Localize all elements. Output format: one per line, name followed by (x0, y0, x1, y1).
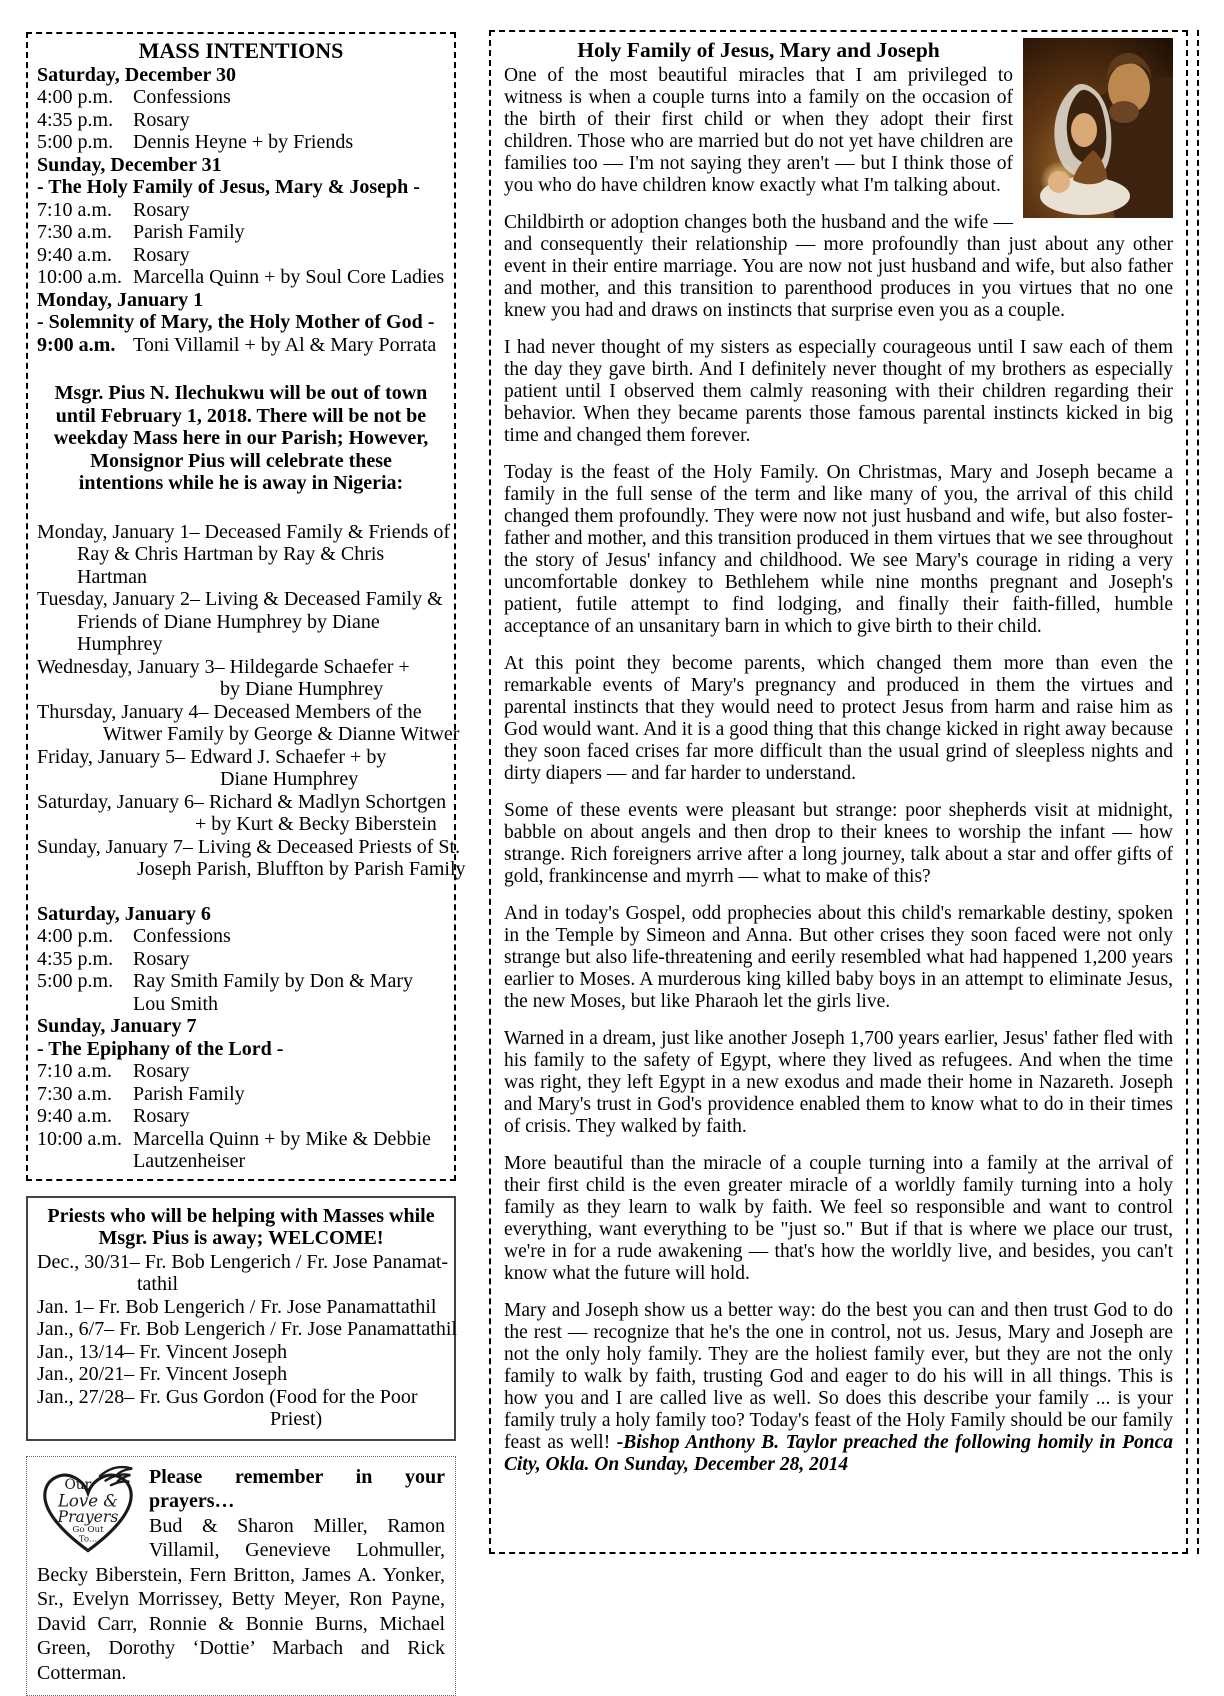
mass-intention-text: Rosary (133, 244, 445, 267)
mass-intention-text: Parish Family (133, 1083, 445, 1106)
mass-schedule-week1 (37, 64, 445, 357)
visiting-priest-line: Jan. 1– Fr. Bob Lengerich / Fr. Jose Panamattathil (37, 1296, 445, 1319)
mass-schedule-row (37, 1105, 445, 1128)
visiting-priests-title: Priests who will be helping with Masses while Msgr. Pius is away; WELCOME! (41, 1205, 441, 1250)
prayers-names: Bud & Sharon Miller, Ramon Villamil, Genevieve Lohmuller, Becky Biberstein, Fern Britton, James A. Yonker, Sr., Evelyn Morrissey, Betty Meyer, Ron Payne, David Carr, Ronnie & Bonnie Burns, Michael Green, Dorothy ‘Dottie’ Marbach and Rick Cotterman. (37, 1515, 445, 1684)
mass-intentions-box (26, 32, 456, 1181)
pastor-absence-notice: Msgr. Pius N. Ilechukwu will be out of town until February 1, 2018. There will be not be weekday Mass here in our Parish; However, Monsignor Pius will celebrate these intentions while he is away in Nigeria: (37, 382, 445, 495)
weekday-intention-line: by Diane Humphrey (220, 678, 445, 701)
visiting-priests-box (26, 1196, 456, 1441)
mass-schedule-row (37, 1128, 445, 1173)
left-column (26, 32, 456, 1696)
mass-intention-text: Rosary (133, 1060, 445, 1083)
mass-schedule-row (37, 244, 445, 267)
mass-time: 4:35 p.m. (37, 109, 133, 132)
mass-time: 4:00 p.m. (37, 925, 133, 948)
weekday-intention-line: Friends of Diane Humphrey by Diane Humphrey (77, 611, 445, 656)
mass-schedule-row (37, 221, 445, 244)
mass-time: 9:00 a.m. (37, 334, 133, 357)
mass-time: 10:00 a.m. (37, 1128, 133, 1173)
closing-text: Mary and Joseph show us a better way: do the best you can and then trust God to do the rest — recognize that he's the one in control, not us. Jesus, Mary and Joseph are not the only holy family. They are the holiest family ever, but they are not the only family to walk by faith, trusting God and eager to do his will in all things. This is how you and I are called live as well. So does this describe your family ... is your family truly a holy family too? Today's feast of the Holy Family should be our family feast as well! (504, 1300, 1173, 1453)
mass-schedule-week2 (37, 903, 445, 1173)
mass-intention-text: Rosary (133, 199, 445, 222)
feast-day-heading: - The Epiphany of the Lord - (37, 1038, 445, 1061)
mass-day-heading: Saturday, December 30 (37, 64, 445, 87)
article-paragraph: At this point they become parents, which changed them more than even the remarkable events of Mary's pregnancy and produced in them the virtues and parental instincts that they would need to protect Jesus from harm and raise him as God would want. And it is a good thing that this change kicked in right away because they soon faced crises far more difficult than the usual grind of sleepless nights and dirty diapers — and far harder to understand. (504, 653, 1173, 785)
logo-word-love: Love & (57, 1491, 118, 1510)
spacer (37, 881, 445, 903)
mary-face (1071, 113, 1097, 147)
mass-schedule-row (37, 199, 445, 222)
homily-article-box (489, 30, 1188, 1554)
visiting-priest-line: Jan., 6/7– Fr. Bob Lengerich / Fr. Jose Panamattathil (37, 1318, 445, 1341)
weekday-intention-line: Thursday, January 4– Deceased Members of the (37, 701, 445, 724)
article-closing-paragraph (504, 1300, 1173, 1476)
baby-face (1048, 171, 1070, 193)
weekday-intention-line: Friday, January 5– Edward J. Schaefer + by (37, 746, 445, 769)
weekday-intention-line: Wednesday, January 3– Hildegarde Schaefer + (37, 656, 445, 679)
weekday-intention-line: Saturday, January 6– Richard & Madlyn Schortgen (37, 791, 445, 814)
mass-day-heading: Monday, January 1 (37, 289, 445, 312)
visiting-priest-line: Priest) (270, 1408, 445, 1431)
article-paragraph: And in today's Gospel, odd prophecies about this child's remarkable destiny, spoken in the Temple by Simeon and Anna. But other crises they soon faced were not only strange but also life-threatening and eerily resembled what had happened 1,200 years earlier to Moses. A murderous king killed baby boys in an attempt to eliminate Jesus, the new Moses, but like Pharaoh let the girls live. (504, 903, 1173, 1013)
mass-day-heading: Sunday, December 31 (37, 154, 445, 177)
article-paragraph: Today is the feast of the Holy Family. On Christmas, Mary and Joseph became a family in the full sense of the term and like many of you, the arrival of this child changed them profoundly. They were now not just husband and wife, but also foster-father and mother, and this transition produced in them virtues that we see throughout the story of Jesus' infancy and childhood. We see Mary's courage in riding a very uncomfortable donkey to Bethlehem while nine months pregnant and Joseph's patient, futile attempt to find lodging, and finally their faith-filled, humble acceptance of an unsanitary barn in which to give birth to their child. (504, 462, 1173, 638)
mass-schedule-row (37, 1083, 445, 1106)
visiting-priest-line: tathil (137, 1273, 445, 1296)
visiting-priest-line: Jan., 13/14– Fr. Vincent Joseph (37, 1341, 445, 1364)
mass-time: 7:10 a.m. (37, 199, 133, 222)
mass-intention-text: Marcella Quinn + by Soul Core Ladies (133, 266, 445, 289)
mass-intention-text: Rosary (133, 109, 445, 132)
holy-family-image (1023, 38, 1173, 218)
mass-schedule-row (37, 334, 445, 357)
article-paragraph: Some of these events were pleasant but strange: poor shepherds visit at midnight, babble on about angels and then drop to their knees to worship the infant — how strange. Rich foreigners arrive after a long journey, talk about a star and offer gifts of gold, frankincense and myrrh — what to make of this? (504, 800, 1173, 888)
mass-intention-text: Confessions (133, 86, 445, 109)
mass-schedule-row (37, 86, 445, 109)
mass-day-heading: Sunday, January 7 (37, 1015, 445, 1038)
mass-time: 4:35 p.m. (37, 948, 133, 971)
visiting-priests-list (37, 1251, 445, 1431)
weekday-intentions-list (37, 521, 445, 881)
mass-intention-text: Rosary (133, 1105, 445, 1128)
joseph-beard (1109, 101, 1139, 123)
weekday-intention-line: Monday, January 1– Deceased Family & Friends of (37, 521, 445, 544)
mass-schedule-row (37, 1060, 445, 1083)
mass-intention-text: Ray Smith Family by Don & Mary Lou Smith (133, 970, 445, 1015)
article-paragraph: I had never thought of my sisters as especially courageous until I saw each of them the day they gave birth. And I definitely never thought of my brothers as especially patient until I observed them calmly reasoning with their children regarding their behavior. When they became parents those famous parental instincts kicked in big time and changed them forever. (504, 337, 1173, 447)
mass-time: 7:10 a.m. (37, 1060, 133, 1083)
weekday-intention-line: Diane Humphrey (220, 768, 445, 791)
weekday-intention-line: Sunday, January 7– Living & Deceased Priests of St. (37, 836, 445, 859)
visiting-priest-line: Jan., 27/28– Fr. Gus Gordon (Food for the Poor (37, 1386, 445, 1409)
mass-intention-text: Confessions (133, 925, 445, 948)
mass-time: 9:40 a.m. (37, 1105, 133, 1128)
article-body (504, 65, 1173, 1285)
weekday-intention-line: Ray & Chris Hartman by Ray & Chris Hartman (77, 543, 445, 588)
prayers-heading: Please remember in your prayers… (37, 1465, 445, 1514)
mass-schedule-row (37, 131, 445, 154)
mass-intention-text: Marcella Quinn + by Mike & Debbie Lautzenheiser (133, 1128, 445, 1173)
article-paragraph: One of the most beautiful miracles that I am privileged to witness is when a couple turns into a family on the occasion of the birth of their first child or when they adopt their first children. Those who are married but do not yet have children are families too — I'm not saying they aren't — but I think those of you who do have children know exactly what I'm talking about. (504, 65, 1173, 197)
weekday-intention-line: Tuesday, January 2– Living & Deceased Family & (37, 588, 445, 611)
mass-time: 4:00 p.m. (37, 86, 133, 109)
weekday-intention-line: Joseph Parish, Bluffton by Parish Family (137, 858, 445, 881)
mass-schedule-row (37, 925, 445, 948)
feast-day-heading: - Solemnity of Mary, the Holy Mother of God - (37, 311, 445, 334)
adjacent-column-border (1197, 30, 1199, 1554)
logo-word-go-out: Go Out (72, 1525, 104, 1535)
article-paragraph: Childbirth or adoption changes both the husband and the wife — and consequently their relationship — more profoundly than just about any other event in their entire marriage. You are now not just husband and wife, but also father and mother, and this transition to parenthood produces in you virtues that no one knew you had and draws on instincts that surprise even you as a couple. (504, 212, 1173, 322)
closing-attribution: -Bishop Anthony B. Taylor preached the following homily in Ponca City, Okla. On Sunday, December 28, 2014 (504, 1432, 1173, 1475)
mass-time: 10:00 a.m. (37, 266, 133, 289)
visiting-priest-line: Dec., 30/31– Fr. Bob Lengerich / Fr. Jose Panamat- (37, 1251, 445, 1274)
mass-schedule-row (37, 948, 445, 971)
article-paragraph: More beautiful than the miracle of a couple turning into a family at the arrival of their first child is the even greater miracle of a worldly family turning into a holy family as they learn to walk by faith. We feel so responsible and want to control everything, want everything to be "just so." But if that is where we place our trust, we're in for a rude awakening — that's how the worldly live, and besides, you can't know what the future will hold. (504, 1153, 1173, 1285)
mass-time: 7:30 a.m. (37, 221, 133, 244)
spacer (37, 495, 445, 521)
logo-word-our: Our (64, 1476, 91, 1492)
logo-word-prayers: Prayers (57, 1507, 119, 1526)
prayers-box (26, 1456, 456, 1696)
mass-intention-text: Toni Villamil + by Al & Mary Porrata (133, 334, 445, 357)
weekday-intention-line: + by Kurt & Becky Biberstein (195, 813, 445, 836)
mass-intentions-title: MASS INTENTIONS (37, 40, 445, 63)
mass-time: 5:00 p.m. (37, 970, 133, 1015)
mass-day-heading: Saturday, January 6 (37, 903, 445, 926)
mass-time: 7:30 a.m. (37, 1083, 133, 1106)
feast-day-heading: - The Holy Family of Jesus, Mary & Joseph - (37, 176, 445, 199)
mass-intention-text: Rosary (133, 948, 445, 971)
article-paragraph: Warned in a dream, just like another Joseph 1,700 years earlier, Jesus' father fled with his family to the safety of Egypt, where they lived as refugees. And when the time was right, they left Egypt in a new exodus and made their home in Nazareth. Joseph and Mary's trust in God's providence enabled them to know what to do in their times of crisis. They walked by faith. (504, 1028, 1173, 1138)
love-and-prayers-heart-logo (37, 1465, 139, 1557)
mass-time: 9:40 a.m. (37, 244, 133, 267)
mass-intention-text: Dennis Heyne + by Friends (133, 131, 445, 154)
mass-schedule-row (37, 266, 445, 289)
mass-schedule-row (37, 970, 445, 1015)
visiting-priest-line: Jan., 20/21– Fr. Vincent Joseph (37, 1363, 445, 1386)
mass-time: 5:00 p.m. (37, 131, 133, 154)
spacer (37, 356, 445, 382)
weekday-intention-line: Witwer Family by George & Dianne Witwer (103, 723, 445, 746)
logo-word-to: To... (79, 1534, 98, 1544)
mass-intention-text: Parish Family (133, 221, 445, 244)
mass-schedule-row (37, 109, 445, 132)
article-title: Holy Family of Jesus, Mary and Joseph (504, 39, 1173, 61)
